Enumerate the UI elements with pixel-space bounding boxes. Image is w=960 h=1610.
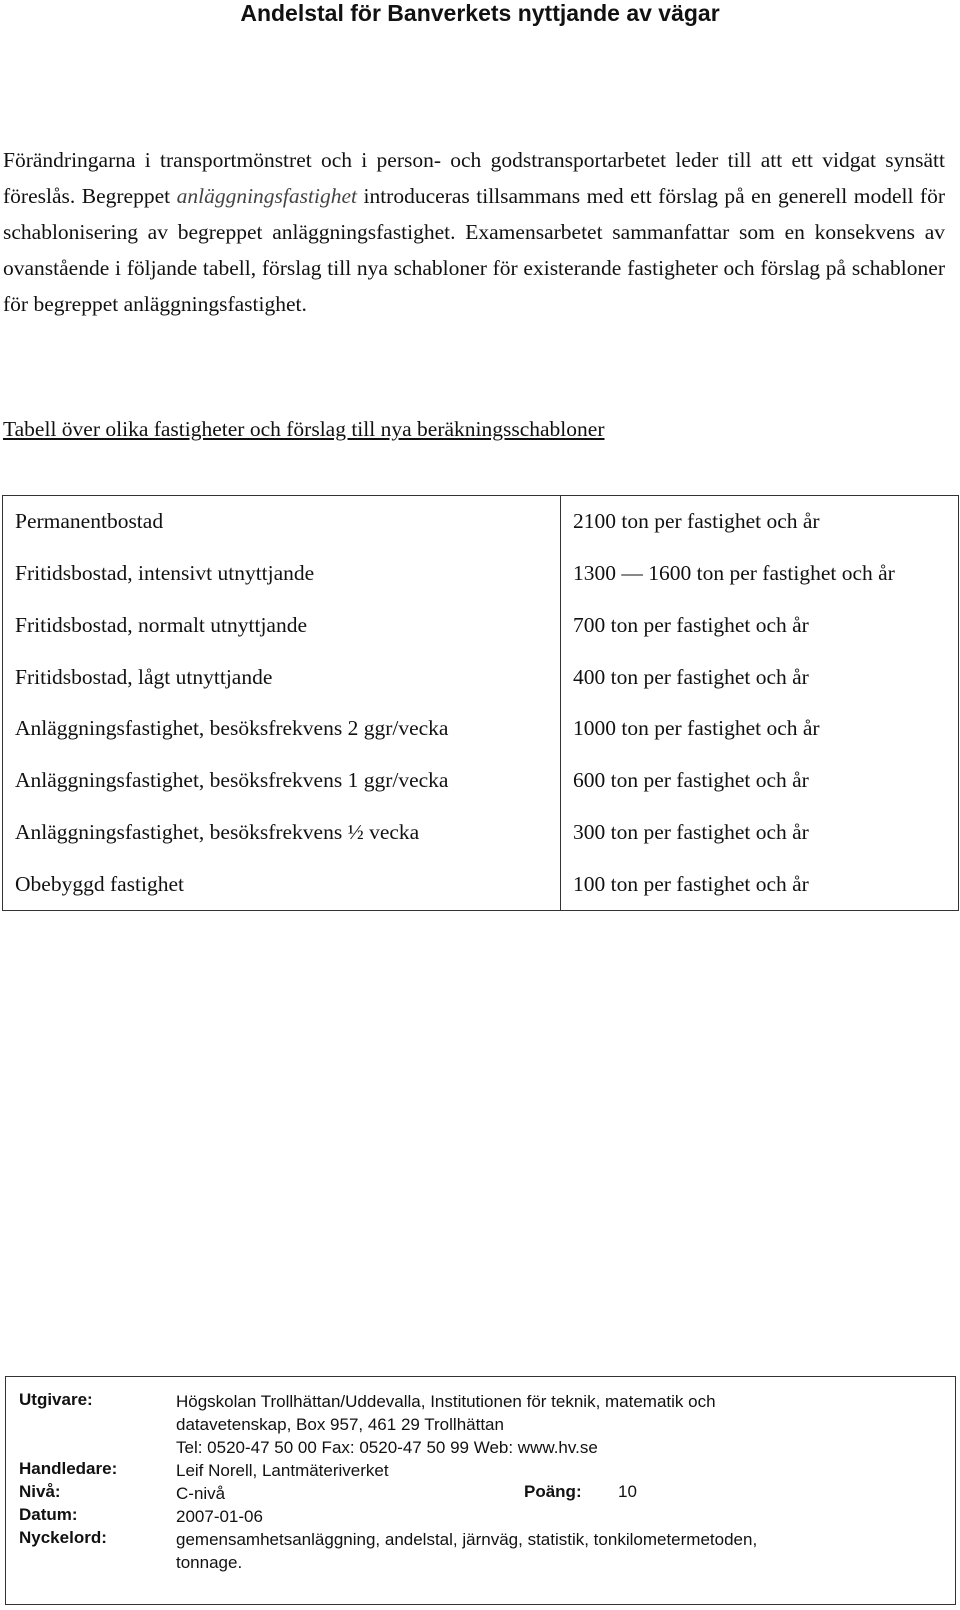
property-type-cell: Anläggningsfastighet, besöksfrekvens 1 ggr/vecka [3, 755, 561, 807]
level-value: C-nivå [176, 1484, 226, 1503]
level-label: Nivå: [19, 1482, 61, 1501]
keywords-label: Nyckelord: [19, 1528, 107, 1547]
publisher-contact-line: Tel: 0520-47 50 00 Fax: 0520-47 50 99 Web: www.hv.se [176, 1438, 598, 1457]
property-type-cell: Fritidsbostad, intensivt utnyttjande [3, 548, 561, 600]
tonnage-cell: 100 ton per fastighet och år [561, 858, 959, 910]
table-row [3, 599, 959, 651]
schablon-table [2, 495, 959, 911]
date-label: Datum: [19, 1505, 78, 1524]
supervisor-value: Leif Norell, Lantmäteriverket [176, 1461, 389, 1480]
thesis-info-box [5, 1376, 956, 1605]
publisher-value [176, 1390, 876, 1459]
table-row [3, 651, 959, 703]
keywords-line: gemensamhetsanläggning, andelstal, järnväg, statistik, tonkilometermetoden, [176, 1530, 758, 1549]
table-row [3, 806, 959, 858]
property-type-cell: Anläggningsfastighet, besöksfrekvens ½ vecka [3, 806, 561, 858]
date-value: 2007-01-06 [176, 1507, 263, 1526]
intro-text-start: Förändringarna i transportmönstret och i person- och godstransportarbetet leder till att ett vidgat synsätt föreslås. Begreppet [3, 148, 945, 208]
tonnage-cell: 600 ton per fastighet och år [561, 755, 959, 807]
property-type-cell: Anläggningsfastighet, besöksfrekvens 2 ggr/vecka [3, 703, 561, 755]
table-row [3, 548, 959, 600]
tonnage-cell: 1300 — 1600 ton per fastighet och år [561, 548, 959, 600]
table-row [3, 858, 959, 910]
tonnage-cell: 1000 ton per fastighet och år [561, 703, 959, 755]
property-type-cell: Fritidsbostad, lågt utnyttjande [3, 651, 561, 703]
tonnage-cell: 300 ton per fastighet och år [561, 806, 959, 858]
points-label: Poäng: [524, 1482, 582, 1501]
intro-text-end: introduceras tillsammans med ett förslag på en generell modell för schablonisering av begreppet anläggningsfastighet. Examensarbetet sammanfattar som en konsekvens av ovanstående i följande tabell, förslag till nya schabloner för existerande fastigheter och förslag på schabloner för begreppet anläggningsfastighet. [3, 184, 946, 316]
intro-italic-term: anläggningsfastighet [176, 184, 357, 208]
table-row [3, 755, 959, 807]
keywords-line: tonnage. [176, 1553, 243, 1572]
table-row [3, 703, 959, 755]
tonnage-cell: 700 ton per fastighet och år [561, 599, 959, 651]
publisher-line: datavetenskap, Box 957, 461 29 Trollhättan [176, 1415, 504, 1434]
tonnage-cell: 2100 ton per fastighet och år [561, 496, 959, 548]
publisher-label: Utgivare: [19, 1390, 93, 1409]
intro-paragraph [3, 142, 945, 322]
document-title: Andelstal för Banverkets nyttjande av vägar [240, 0, 720, 26]
property-type-cell: Fritidsbostad, normalt utnyttjande [3, 599, 561, 651]
supervisor-label: Handledare: [19, 1459, 118, 1478]
table-row [3, 496, 959, 548]
points-value: 10 [618, 1482, 637, 1501]
property-type-cell: Obebyggd fastighet [3, 858, 561, 910]
keywords-value [176, 1528, 876, 1574]
publisher-line: Högskolan Trollhättan/Uddevalla, Institutionen för teknik, matematik och [176, 1392, 716, 1411]
property-type-cell: Permanentbostad [3, 496, 561, 548]
tonnage-cell: 400 ton per fastighet och år [561, 651, 959, 703]
table-caption: Tabell över olika fastigheter och förslag till nya beräkningsschabloner [3, 417, 605, 441]
